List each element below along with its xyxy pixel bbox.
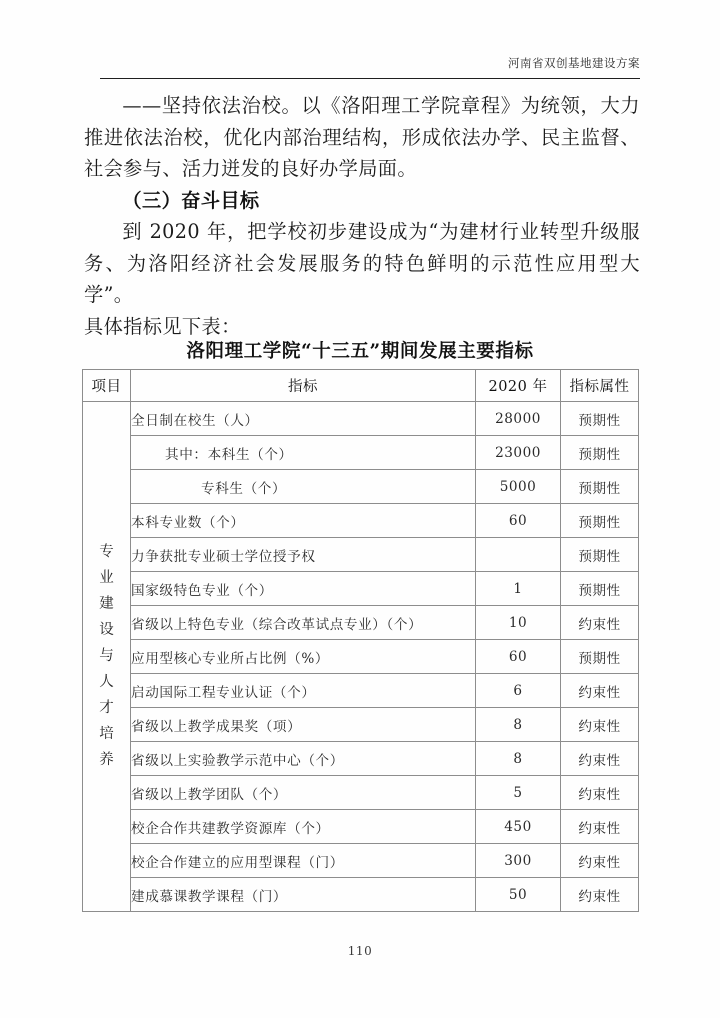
- table-title: 洛阳理工学院“十三五”期间发展主要指标: [186, 341, 534, 362]
- metrics-table-block: [82, 340, 638, 912]
- cell-value-2020: 50: [476, 878, 561, 912]
- paragraph-2020-goal: 到 2020 年，把学校初步建设成为“为建材行业转型升级服务、为洛阳经济社会发展服务的特色鲜明的示范性应用型大学”。: [84, 220, 640, 306]
- vertical-label-char: 与: [99, 648, 114, 665]
- table-row: [83, 504, 639, 538]
- cell-indicator-attribute: 约束性: [561, 708, 639, 742]
- column-header-item: 项目: [83, 370, 131, 402]
- cell-indicator-attribute: 约束性: [561, 606, 639, 640]
- cell-indicator-attribute: 约束性: [561, 810, 639, 844]
- cell-indicator-attribute: 约束性: [561, 742, 639, 776]
- vertical-label-char: 建: [99, 596, 114, 613]
- cell-value-2020: 300: [476, 844, 561, 878]
- vertical-label-stack: [83, 545, 130, 768]
- cell-indicator-name: 启动国际工程专业认证（个）: [131, 674, 476, 708]
- vertical-label-char: 培: [99, 726, 114, 743]
- cell-indicator-attribute: 约束性: [561, 776, 639, 810]
- table-row: [83, 776, 639, 810]
- cell-indicator-attribute: 预期性: [561, 436, 639, 470]
- page-number: 110: [347, 944, 373, 958]
- cell-value-2020: 450: [476, 810, 561, 844]
- vertical-label-char: 业: [99, 570, 114, 587]
- column-header-attribute: 指标属性: [561, 370, 639, 402]
- cell-indicator-attribute: 预期性: [561, 572, 639, 606]
- cell-indicator-attribute: 约束性: [561, 844, 639, 878]
- cell-indicator-attribute: 约束性: [561, 674, 639, 708]
- cell-indicator-name: 国家级特色专业（个）: [131, 572, 476, 606]
- cell-value-2020: 5: [476, 776, 561, 810]
- cell-indicator-name: 省级以上教学团队（个）: [131, 776, 476, 810]
- cell-value-2020: 8: [476, 708, 561, 742]
- table-row: [83, 742, 639, 776]
- cell-indicator-name: 力争获批专业硕士学位授予权: [131, 538, 476, 572]
- paragraph-see-table-below: 具体指标见下表：: [84, 314, 241, 338]
- table-row: [83, 402, 639, 436]
- table-body: [83, 402, 639, 912]
- cell-indicator-name: 校企合作共建教学资源库（个）: [131, 810, 476, 844]
- cell-indicator-attribute: 预期性: [561, 470, 639, 504]
- table-row: [83, 436, 639, 470]
- cell-indicator-name: 应用型核心专业所占比例（%）: [131, 640, 476, 674]
- cell-indicator-attribute: 预期性: [561, 402, 639, 436]
- table-row: [83, 538, 639, 572]
- cell-indicator-name: 省级以上实验教学示范中心（个）: [131, 742, 476, 776]
- vertical-label-char: 养: [99, 752, 114, 769]
- vertical-label-char: 人: [99, 674, 114, 691]
- cell-value-2020: 10: [476, 606, 561, 640]
- cell-indicator-attribute: 预期性: [561, 640, 639, 674]
- body-text-area: [84, 90, 640, 342]
- cell-indicator-name: 省级以上特色专业（综合改革试点专业）（个）: [131, 606, 476, 640]
- cell-value-2020: 6: [476, 674, 561, 708]
- table-row: [83, 640, 639, 674]
- column-header-year-2020: 2020 年: [476, 370, 561, 402]
- table-header-row: [83, 370, 639, 402]
- cell-indicator-attribute: 预期性: [561, 504, 639, 538]
- vertical-label-char: 设: [99, 622, 114, 639]
- cell-value-2020: 60: [476, 640, 561, 674]
- table-row: [83, 878, 639, 912]
- table-row: [83, 844, 639, 878]
- cell-indicator-attribute: 约束性: [561, 878, 639, 912]
- paragraph-rule-of-law: ——坚持依法治校。以《洛阳理工学院章程》为统领，大力推进依法治校，优化内部治理结构，形成依法办学、民主监督、社会参与、活力迸发的良好办学局面。: [84, 94, 640, 180]
- cell-indicator-name: 校企合作建立的应用型课程（门）: [131, 844, 476, 878]
- cell-value-2020: 8: [476, 742, 561, 776]
- cell-value-2020: 60: [476, 504, 561, 538]
- cell-value-2020: [476, 538, 561, 572]
- cell-indicator-name: 建成慕课教学课程（门）: [131, 878, 476, 912]
- table-row: [83, 674, 639, 708]
- table-row: [83, 470, 639, 504]
- cell-indicator-name: 本科专业数（个）: [131, 504, 476, 538]
- cell-indicator-attribute: 预期性: [561, 538, 639, 572]
- cell-indicator-name: 其中：本科生（个）: [131, 436, 476, 470]
- cell-indicator-name: 省级以上教学成果奖（项）: [131, 708, 476, 742]
- header-divider-rule: [100, 78, 640, 79]
- column-header-indicator: 指标: [131, 370, 476, 402]
- cell-indicator-name: 全日制在校生（人）: [131, 402, 476, 436]
- cell-value-2020: 23000: [476, 436, 561, 470]
- vertical-label-char: 才: [99, 700, 114, 717]
- table-row: [83, 606, 639, 640]
- section-heading-struggle-goals: （三）奋斗目标: [122, 188, 260, 212]
- table-row: [83, 708, 639, 742]
- cell-indicator-name: 专科生（个）: [131, 470, 476, 504]
- vertical-label-char: 专: [99, 544, 114, 561]
- running-header-text: 河南省双创基地建设方案: [508, 56, 640, 70]
- row-group-label-professional-construction: [83, 402, 131, 912]
- table-row: [83, 572, 639, 606]
- metrics-table: [82, 369, 639, 912]
- table-header-row-group: [83, 370, 639, 402]
- cell-value-2020: 5000: [476, 470, 561, 504]
- cell-value-2020: 1: [476, 572, 561, 606]
- table-row: [83, 810, 639, 844]
- cell-value-2020: 28000: [476, 402, 561, 436]
